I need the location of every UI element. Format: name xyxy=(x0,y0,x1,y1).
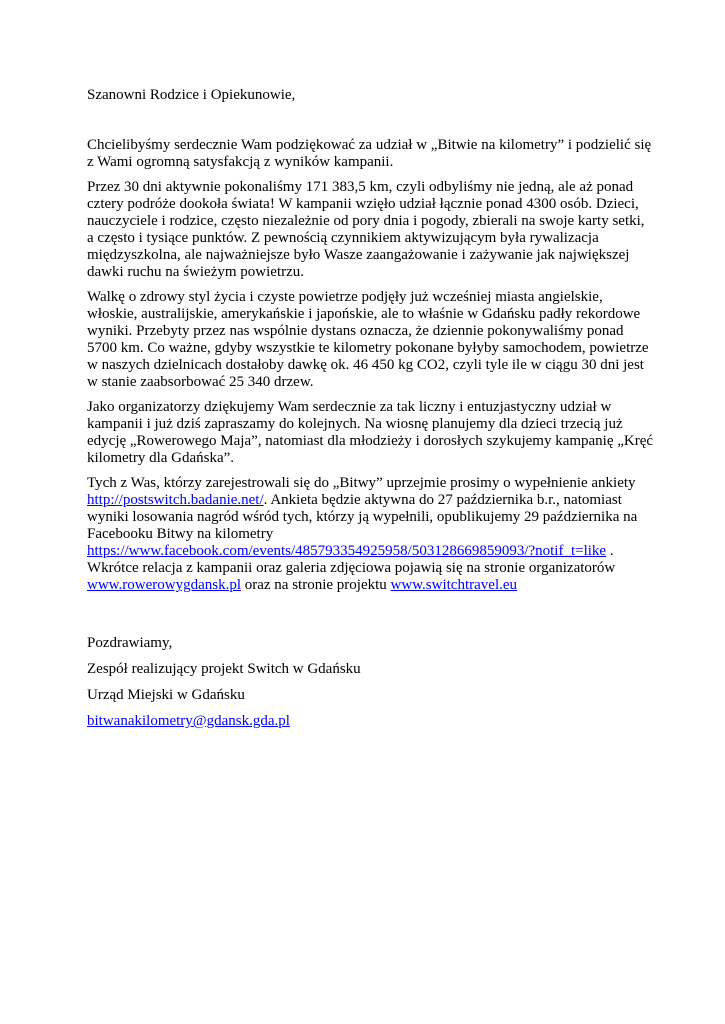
paragraph-line: nauczyciele i rodzice, często niezależnie od pory dnia i pogody, zbierali na swoje karty setki, xyxy=(87,213,645,229)
letter-page xyxy=(87,87,654,739)
closing-team: Zespół realizujący projekt Switch w Gdańsku xyxy=(87,661,361,677)
paragraph-line: kilometry dla Gdańska”. xyxy=(87,450,235,466)
paragraph-line: edycję „Rowerowego Maja”, natomiast dla młodzieży i dorosłych szykujemy kampanię „Kręć xyxy=(87,433,654,449)
paragraph-impact xyxy=(87,289,647,391)
paragraph-line: wyniki. Przebyty przez nas wspólnie dystans oznacza, że dziennie pokonywaliśmy ponad xyxy=(87,323,624,339)
paragraph-survey xyxy=(87,475,647,594)
paragraph-line: 5700 km. Co ważne, gdyby wszystkie te kilometry pokonane byłyby samochodem, powietrze xyxy=(87,340,649,356)
projects-text: oraz na stronie projektu xyxy=(241,577,391,593)
paragraph-line: cztery podróże dookoła świata! W kampanii wzięło udział łącznie ponad 4300 osób. Dzieci, xyxy=(87,196,639,212)
paragraph-line: w stanie zaabsorbować 25 340 drzew. xyxy=(87,374,314,390)
closing-office: Urząd Miejski w Gdańsku xyxy=(87,687,245,703)
paragraph-line: z Wami ogromną satysfakcją z wyników kampanii. xyxy=(87,154,394,170)
paragraph-line: wyniki losowania nagród wśród tych, którzy ją wypełnili, opublikujemy 29 października na xyxy=(87,509,638,525)
greeting: Szanowni Rodzice i Opiekunowie, xyxy=(87,87,296,103)
paragraph-line: Jako organizatorzy dziękujemy Wam serdecznie za tak liczny i entuzjastyczny udział w xyxy=(87,399,612,415)
facebook-event-link[interactable]: https://www.facebook.com/events/485793354925958/503128669859093/?notif_t=like xyxy=(87,543,607,559)
survey-text: . Ankieta będzie aktywna do 27 października b.r., natomiast xyxy=(263,492,622,508)
rowerowygdansk-link[interactable]: www.rowerowygdansk.pl xyxy=(87,577,241,593)
paragraph-thanks xyxy=(87,137,652,171)
paragraph-line: Przez 30 dni aktywnie pokonaliśmy 171 383,5 km, czyli odbyliśmy nie jedną, ale aż ponad xyxy=(87,179,634,195)
paragraph-line xyxy=(87,492,647,509)
switchtravel-link[interactable]: www.switchtravel.eu xyxy=(390,577,518,593)
paragraph-line xyxy=(87,543,647,560)
paragraph-line: Walkę o zdrowy styl życia i czyste powietrze podjęły już wcześniej miasta angielskie, xyxy=(87,289,603,305)
closing-regards: Pozdrawiamy, xyxy=(87,635,173,651)
email-link[interactable]: bitwanakilometry@gdansk.gda.pl xyxy=(87,713,290,729)
paragraph-line: kampanii i już dziś zapraszamy do kolejnych. Na wiosnę planujemy dla dzieci trzecią już xyxy=(87,416,623,432)
paragraph-line: w naszych dzielnicach dostałoby dawkę ok. 46 450 kg CO2, czyli tyle ile w ciągu 30 dni jest xyxy=(87,357,644,373)
survey-link[interactable]: http://postswitch.badanie.net/ xyxy=(87,492,264,508)
paragraph-line: włoskie, australijskie, amerykańskie i japońskie, ale to właśnie w Gdańsku padły rekordowe xyxy=(87,306,641,322)
paragraph-line: Chcielibyśmy serdecznie Wam podziękować za udział w „Bitwie na kilometry” i podzielić się xyxy=(87,137,652,153)
paragraph-line: Facebooku Bitwy na kilometry xyxy=(87,526,274,542)
facebook-text: . xyxy=(606,543,614,559)
paragraph-line: międzyszkolna, ale najważniejsze było Wasze zaangażowanie i zażywanie jak największej xyxy=(87,247,630,263)
paragraph-organizers xyxy=(87,399,654,467)
closing xyxy=(87,635,647,730)
paragraph-line: dawki ruchu na świeżym powietrzu. xyxy=(87,264,305,280)
paragraph-line: Wkrótce relacja z kampanii oraz galeria zdjęciowa pojawią się na stronie organizatorów xyxy=(87,560,616,576)
paragraph-line: Tych z Was, którzy zarejestrowali się do „Bitwy” uprzejmie prosimy o wypełnienie ankiety xyxy=(87,475,636,491)
paragraph-line xyxy=(87,577,647,594)
closing-email-line xyxy=(87,713,647,730)
paragraph-results xyxy=(87,179,647,281)
paragraph-line: a często i tysiące punktów. Z pewnością czynnikiem aktywizującym była rywalizacja xyxy=(87,230,599,246)
